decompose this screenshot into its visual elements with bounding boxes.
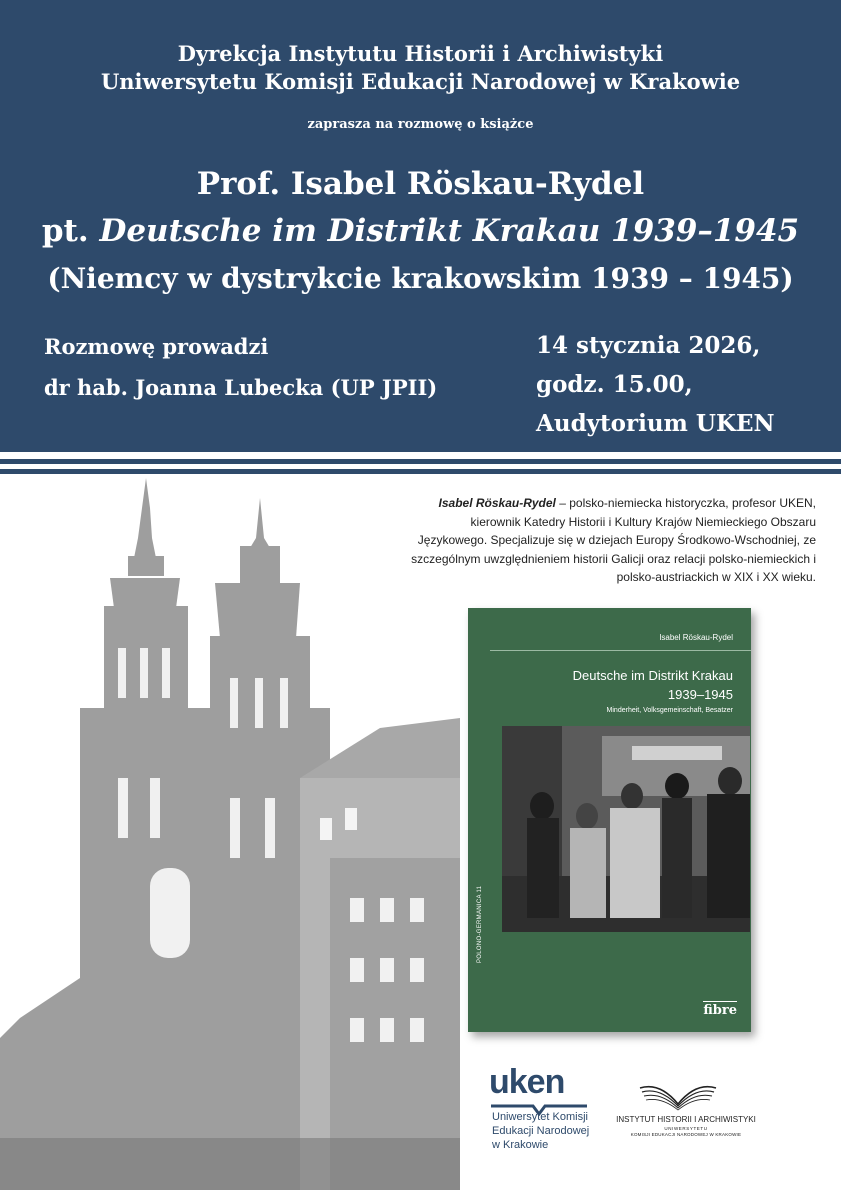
book-cover-author: Isabel Röskau-Rydel [659,633,733,642]
uken-logo [489,1064,589,1116]
institute-name-line-1: INSTYTUT HISTORII I ARCHIWISTYKI [616,1115,756,1124]
institute-name [616,1115,756,1138]
divider-stripe [0,469,841,474]
book-title-line [0,209,841,253]
institute-name-line-2: UNIWERSYTETU [664,1126,708,1131]
st-marys-basilica-illustration [0,478,460,1190]
publisher-logo: fibre [703,1003,737,1018]
uken-name-line-2: Edukacji Narodowej [492,1125,590,1137]
moderator-name: dr hab. Joanna Lubecka (UP JPII) [44,375,438,400]
bio-name: Isabel Röskau-Rydel [438,496,556,510]
uken-name-line-1: Uniwersytet Komisji [492,1111,588,1123]
event-time: godz. 15.00, [536,371,693,398]
author-bio [404,494,816,587]
event-venue: Audytorium UKEN [536,410,775,437]
book-cover-series: POLONO-GERMANICA 11 [477,885,483,963]
event-date: 14 stycznia 2026, [536,332,761,359]
book-cover-photo [502,726,750,932]
book-cover [468,608,751,1032]
organizer-line-2: Uniwersytetu Komisji Edukacji Narodowej w Krakowie [100,69,741,94]
uken-wordmark: uken [489,1063,565,1101]
book-cover-title-line-2: 1939–1945 [667,687,733,702]
divider-stripe [0,459,841,464]
header-banner [0,0,841,452]
book-cover-title [573,666,733,704]
moderator-label: Rozmowę prowadzi [44,334,269,359]
title-prefix: pt. [41,213,100,249]
book-title-translation: (Niemcy w dystrykcie krakowskim 1939 – 1945) [47,262,794,295]
open-book-icon [636,1082,720,1112]
book-cover-title-line-1: Deutsche im Distrikt Krakau [572,668,733,683]
institute-name-line-3: KOMISJI EDUKACJI NARODOWEJ W KRAKOWIE [630,1132,742,1137]
book-title: Deutsche im Distrikt Krakau 1939–1945 [99,213,800,249]
organizer-line-1: Dyrekcja Instytutu Historii i Archiwistyki [177,41,664,66]
book-cover-rule [490,650,751,651]
author-name: Prof. Isabel Röskau-Rydel [196,166,645,202]
invitation-text: zaprasza na rozmowę o książce [307,117,534,132]
uken-name-line-3: w Krakowie [492,1139,549,1151]
book-cover-subtitle: Minderheit, Volksgemeinschaft, Besatzer [606,707,733,714]
bio-text: – polsko-niemiecka historyczka, profesor UKEN, kierownik Katedry Historii i Kultury Krajów Niemieckiego Obszaru Językowego. Specjalizuje się w dziejach Europy Środkowo-Wschodniej, ze szczególnym uwzględnieniem historii Galicji oraz relacji polsko-niemieckich i polsko-austriackich w XIX i XX wieku. [411,496,816,584]
uken-name [492,1110,612,1152]
